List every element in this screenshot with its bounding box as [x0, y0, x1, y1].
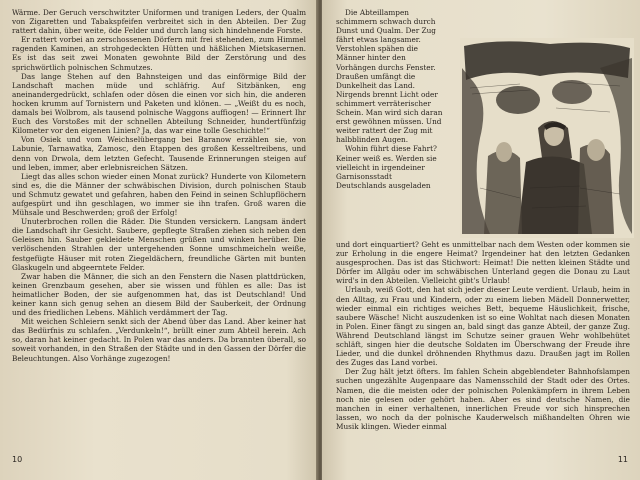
paragraph: Von Osiek und vom Weichselübergang bei Baranow erzählen sie, von Labunie, Tarnawatka, Zamosc, den Etappen des großen Kesseltreibens, und denn von Drwola, dem letzten Gefecht. Tausende Erinnerungen steigen auf und leben, immer, aber erlebnisreichen Sätzen.	[12, 135, 306, 172]
paragraph: Mit weichen Schleiern senkt sich der Abend über das Land. Aber keiner hat das Bedürfnis zu schlafen. „Verdunkeln!“, brüllt einer zum Abteil herein. Ach so, daran hat keiner gedacht. In Polen war das anders. Da brannten überall, so soweit vorhanden, in den Straßen der Städte und in den Gassen der Dörfer die Beleuchtungen. Also Vorhänge zugezogen!	[12, 317, 306, 363]
paragraph: Die Abteillampen schimmern schwach durch Dunst und Qualm. Der Zug fährt etwas langsamer. Verstohlen spähen die Männer hinter den Vorhängen durchs Fenster. Draußen umfängt die Dunkelheit das Land. Nirgends brennt Licht oder schimmert verräterischer Schein. Man wird sich daran erst gewöhnen müssen. Und weiter rattert der Zug mit halbblinden Augen.	[336, 8, 443, 145]
right-lower-text	[336, 240, 630, 431]
soldiers-train-illustration	[460, 38, 634, 238]
left-page	[0, 0, 318, 480]
paragraph: und dort einquartiert? Geht es unmittelbar nach dem Westen oder kommen sie zur Erholung in die engere Heimat? Irgendeiner hat den letzten Gedanken ausgesprochen. Das ist das Stichwort: Heimat! Die netten kleinen Städte und Dörfer im Allgäu oder im schwäbischen Unterland gegen die Donau zu Laut wird's in den Abteilen. Vielleicht gibt's Urlaub!	[336, 240, 630, 286]
paragraph: Zwar haben die Männer, die sich an den Fenstern die Nasen plattdrücken, keinen Grenzbaum gesehen, aber sie wissen und fühlen es alle: Das ist heimatlicher Boden, der sie aufgenommen hat, das ist Deutschland! Und keiner kann sich genug sehen an diesem Bild der Sauberkeit, der Ordnung und des friedlichen Lebens. Mählich verdämmert der Tag.	[12, 271, 306, 318]
right-page	[322, 0, 640, 480]
page-number-right: 11	[617, 455, 628, 464]
narrow-text-column	[336, 8, 444, 190]
page-number-left: 10	[12, 455, 23, 464]
paragraph: Liegt das alles schon wieder einen Monat zurück? Hunderte von Kilometern sind es, die die Männer der schwäbischen Division, durch polnischen Staub und Schmutz gewatet und gefahren, haben den Feind in seinen Schlupflöchern aufgespürt und ihn geschlagen, wo immer sie ihn trafen. Groß waren die Mühsale und Beschwerden; groß der Erfolg!	[12, 171, 306, 218]
left-page-text	[12, 8, 306, 363]
paragraph: Unuterbrochen rollen die Räder. Die Stunden versickern. Langsam ändert die Landschaft ihr Gesicht. Saubere, gepflegte Straßen ziehen sich neben den Geleisen hin. Sauber gekleidete Menschen grüßen und winken herüber. Die verlöschenden Strahlen der untergehenden Sonne umschmeicheln weiße, festgefügte Häuser mit roten Ziegeldächern, freundliche Gärten mit bunten Glaskugeln und abgeerntete Felder.	[12, 217, 306, 272]
paragraph: Der Zug hält jetzt öfters. Im fahlen Schein abgeblendeter Bahnhofslampen suchen ungezählte Augenpaare das Namensschild der Stadt oder des Ortes. Namen, die die meisten oder der polnischen Polenkämpfern in ihrem Leben noch nie gelesen oder gehört haben. Aber es sind deutsche Namen, die manchen in einer verhaltenen, innerlichen Freude vor sich hinsprechen lassen, wo noch da der polnische Kauderwelsch mißhandelten Ohren wie Musik klingen. Wieder einmal	[336, 367, 630, 431]
paragraph: Wärme. Der Geruch verschwitzter Uniformen und tranigen Leders, der Qualm von Zigaretten und Tabakspfeifen verbreitet sich in den Abteilen. Der Zug rattert dahin, über weite, öde Felder und durch lang sich hindehnende Forste.	[12, 8, 306, 36]
paragraph: Urlaub, weiß Gott, den hat sich jeder dieser Leute verdient. Urlaub, heim in den Alltag, zu Frau und Kindern, oder zu einem lieben Mädell Donnerwetter, wieder einmal ein richtiges weiches Bett, bequeme Häuslichkeit, frische, saubere Wäsche! Nicht auszudenken ist so eine Wohltat nach diesen Monaten in Polen. Einer fängt zu singen an, bald singt das ganze Abteil, der ganze Zug. Während Deutschland längst im Schutze seiner grauen Wehr wohlbehütet schläft, singen hier die deutsche Soldaten im Überschwang der Freude ihre Lieder, und die dunkel dröhnenden Rhythmus dazu. Draußen jagt im Rollen des Zuges das Land vorbei.	[336, 285, 630, 368]
paragraph: Er rattert vorbei an zerschossenen Dörfern mit frei stehenden, zum Himmel ragenden Kaminen, an strohgedeckten Hütten und häßlichen Mietskasernen. Es ist das seit zwei Monaten gewohnte Bild der Zerstörung und des sprichwörtlich polnischen Schmutzes.	[12, 35, 306, 72]
paragraph: Wohin führt diese Fahrt? Keiner weiß es. Werden sie vielleicht in irgendeiner Garnisonsstadt Deutschlands ausgeladen	[336, 144, 437, 190]
paragraph: Das lange Stehen auf den Bahnsteigen und das einförmige Bild der Landschaft machen müde und schläfrig. Auf Sitzbänken, eng aneinandergedrückt, schlafen oder dösen die einen vor sich hin, die anderen hocken krumm auf Tornistern und Paketen und klönen. — „Weißt du es noch, damals bei Wolbrom, als tausend polnische Waggons auffiogen! — Erinnert Ihr Euch des Vorstoßes mit der schnellen Abteilung Schneider, hundertfünfzig Kilometer vor den eigenen Linien? Ja, das war eine tolle Geschichte!“	[12, 71, 306, 136]
right-top-section	[336, 8, 630, 240]
